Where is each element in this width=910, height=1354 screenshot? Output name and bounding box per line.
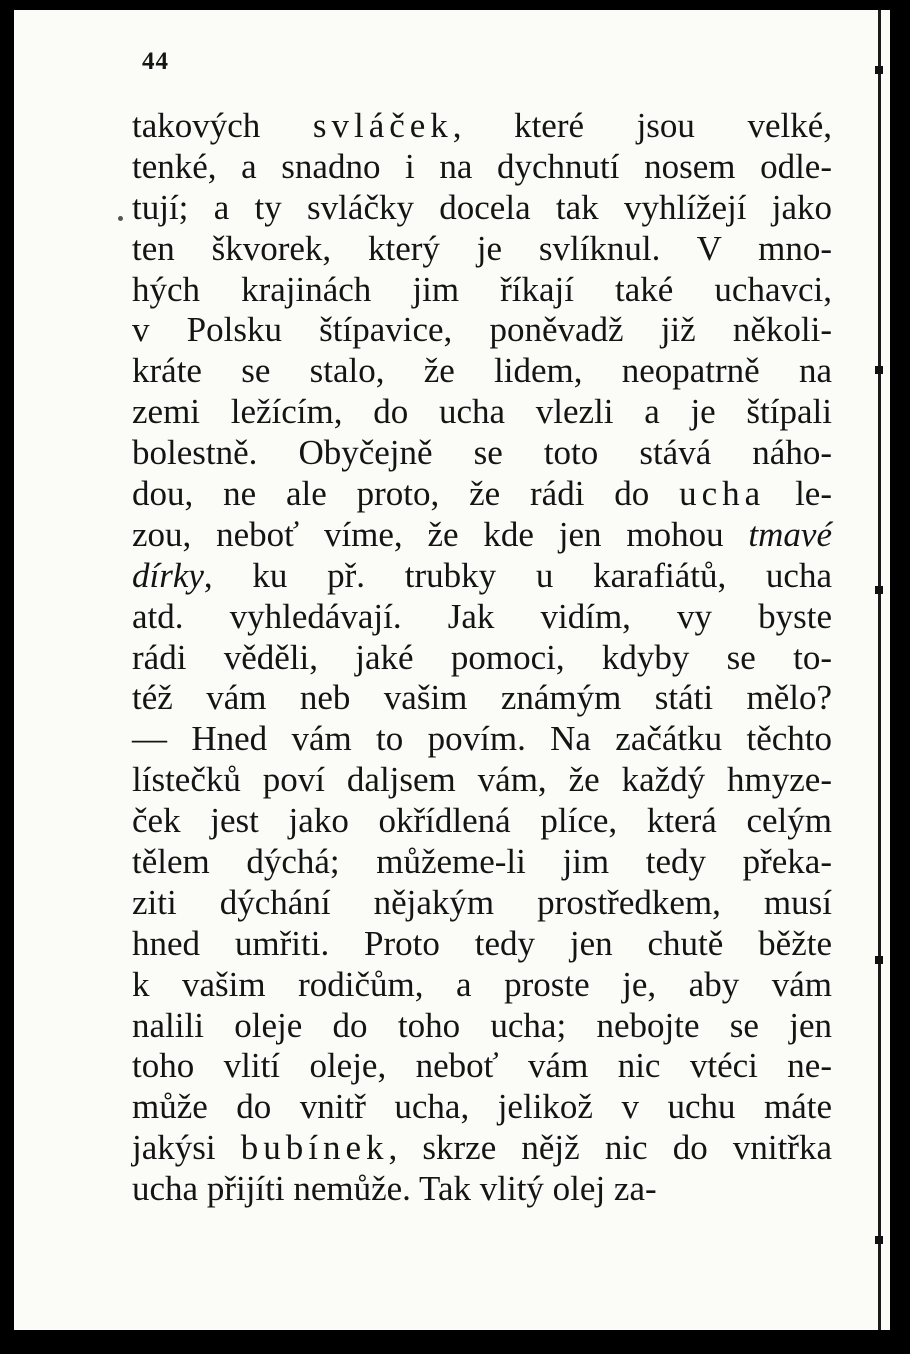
- text-fragment: zou, neboť víme, že kde jen mohou: [132, 514, 749, 554]
- text-fragment: toho vlití oleje, neboť vám nic vtéci ne-: [132, 1046, 832, 1086]
- book-page: [14, 10, 890, 1330]
- text-line: [132, 842, 832, 883]
- text-fragment: , ku př. trubky u karafiátů, ucha: [203, 555, 832, 595]
- text-line: [132, 638, 832, 679]
- text-fragment: k vašim rodičům, a proste je, aby vám: [132, 964, 832, 1004]
- text-line: [132, 270, 832, 311]
- text-fragment: , které jsou velké,: [452, 106, 833, 145]
- text-line: [132, 801, 832, 842]
- text-fragment: nalili oleje do toho ucha; nebojte se jen: [132, 1005, 832, 1045]
- text-fragment: bubínek: [240, 1128, 389, 1168]
- text-fragment: ucha přijíti nemůže. Tak vlitý olej za-: [132, 1169, 657, 1209]
- body-text: [132, 106, 832, 1210]
- text-fragment: rádi věděli, jaké pomoci, kdyby se to-: [132, 637, 832, 677]
- text-fragment: dírky: [132, 555, 204, 595]
- text-line: [132, 556, 832, 597]
- text-line: [132, 474, 832, 515]
- text-line: [132, 515, 832, 556]
- binding-mark: [875, 66, 883, 74]
- text-line: [132, 883, 832, 924]
- text-line: [132, 760, 832, 801]
- text-line: [132, 965, 832, 1006]
- text-line: [132, 1169, 832, 1210]
- binding-line: [878, 10, 881, 1330]
- text-line: [132, 678, 832, 719]
- print-speck: [118, 216, 123, 221]
- text-fragment: může do vnitř ucha, jelikož v uchu máte: [132, 1087, 832, 1127]
- text-line: [132, 392, 832, 433]
- text-line: [132, 597, 832, 638]
- text-fragment: tují; a ty svláčky docela tak vyhlížejí jako: [132, 187, 832, 227]
- text-fragment: — Hned vám to povím. Na začátku těchto: [132, 719, 832, 759]
- text-fragment: v Polsku štípavice, poněvadž již několi-: [132, 310, 832, 350]
- binding-mark: [875, 1236, 883, 1244]
- text-line: [132, 188, 832, 229]
- text-fragment: hned umřiti. Proto tedy jen chutě běžte: [132, 923, 832, 963]
- page-number: 44: [142, 48, 169, 75]
- text-fragment: dou, ne ale proto, že rádi do: [132, 474, 680, 514]
- text-fragment: jakýsi: [132, 1128, 241, 1168]
- binding-mark: [875, 586, 883, 594]
- text-fragment: zemi ležícím, do ucha vlezli a je štípali: [132, 392, 832, 432]
- binding-mark: [875, 366, 883, 374]
- text-line: [132, 147, 832, 188]
- text-fragment: tmavé: [748, 514, 832, 554]
- text-line: [132, 1128, 832, 1169]
- text-line: [132, 351, 832, 392]
- text-fragment: bolestně. Obyčejně se toto stává náho-: [132, 433, 832, 473]
- text-fragment: atd. vyhledávají. Jak vidím, vy byste: [132, 596, 832, 636]
- text-fragment: hých krajinách jim říkají také uchavci,: [132, 269, 832, 309]
- text-fragment: též vám neb vašim známým státi mělo?: [132, 678, 832, 718]
- text-fragment: takových: [132, 106, 313, 145]
- text-line: [132, 1006, 832, 1047]
- text-fragment: tenké, a snadno i na dychnutí nosem odle-: [132, 146, 832, 186]
- text-fragment: ček jest jako okřídlená plíce, která celým: [132, 801, 832, 841]
- binding-edge: [862, 10, 890, 1330]
- text-line: [132, 433, 832, 474]
- text-line: [132, 106, 832, 147]
- binding-mark: [875, 956, 883, 964]
- text-line: [132, 1046, 832, 1087]
- text-line: [132, 719, 832, 760]
- text-fragment: lístečků poví daljsem vám, že každý hmyze-: [132, 760, 832, 800]
- text-line: [132, 1087, 832, 1128]
- text-fragment: ucha: [679, 474, 766, 514]
- text-fragment: , skrze nějž nic do vnitřka: [388, 1128, 832, 1168]
- text-fragment: svláček: [312, 106, 453, 145]
- text-line: [132, 310, 832, 351]
- text-fragment: ten škvorek, který je svlíknul. V mno-: [132, 228, 832, 268]
- text-line: [132, 924, 832, 965]
- text-fragment: le-: [765, 474, 832, 514]
- text-fragment: ziti dýchání nějakým prostředkem, musí: [132, 882, 832, 922]
- text-line: [132, 229, 832, 270]
- text-fragment: kráte se stalo, že lidem, neopatrně na: [132, 351, 832, 391]
- text-fragment: tělem dýchá; můžeme-li jim tedy překa-: [132, 842, 832, 882]
